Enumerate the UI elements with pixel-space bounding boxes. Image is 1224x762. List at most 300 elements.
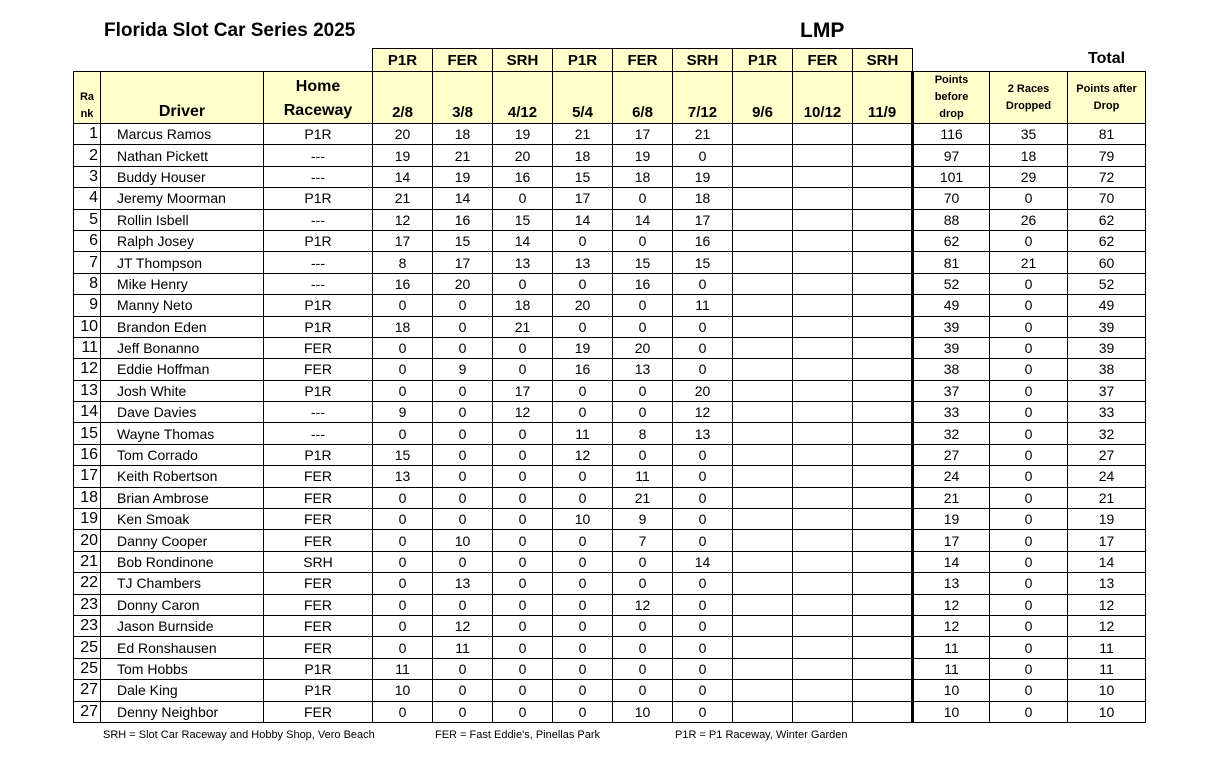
- race-points-cell: 0: [493, 573, 553, 594]
- driver-cell: Danny Cooper: [101, 530, 264, 551]
- race-points-cell: 20: [553, 295, 613, 316]
- races-dropped-cell: 0: [990, 402, 1068, 423]
- race-points-cell: [733, 530, 793, 551]
- rank-header-line: nk: [80, 108, 94, 120]
- race-points-cell: 0: [673, 573, 733, 594]
- table-row: [74, 124, 1146, 145]
- race-points-cell: [733, 487, 793, 508]
- race-points-cell: 9: [433, 359, 493, 380]
- rank-cell: 2: [74, 145, 101, 166]
- race-points-cell: [853, 551, 913, 572]
- race-points-cell: 0: [493, 701, 553, 722]
- race-points-cell: 0: [553, 487, 613, 508]
- race-points-cell: [733, 359, 793, 380]
- driver-cell: Ralph Josey: [101, 230, 264, 251]
- home-raceway-cell: FER: [264, 573, 373, 594]
- races-dropped-cell: 0: [990, 337, 1068, 358]
- race-points-cell: 0: [553, 380, 613, 401]
- race-points-cell: 12: [673, 402, 733, 423]
- races-dropped-cell: 0: [990, 316, 1068, 337]
- race-points-cell: 17: [613, 124, 673, 145]
- race-points-cell: 0: [673, 273, 733, 294]
- home-raceway-cell: P1R: [264, 380, 373, 401]
- race-points-cell: 0: [553, 573, 613, 594]
- race-points-cell: 0: [433, 402, 493, 423]
- race-points-cell: [853, 444, 913, 465]
- race-points-cell: 18: [433, 124, 493, 145]
- rank-cell: 11: [74, 337, 101, 358]
- points-before-drop-cell: 52: [913, 273, 990, 294]
- rank-header: [74, 72, 101, 124]
- race-points-cell: 21: [673, 124, 733, 145]
- points-before-drop-cell: 21: [913, 487, 990, 508]
- race-date-header: 9/6: [733, 72, 793, 124]
- points-after-drop-cell: 49: [1068, 295, 1146, 316]
- race-points-cell: 0: [673, 615, 733, 636]
- rank-cell: 5: [74, 209, 101, 230]
- home-raceway-cell: FER: [264, 530, 373, 551]
- races-dropped-cell: 0: [990, 423, 1068, 444]
- points-after-drop-cell: 32: [1068, 423, 1146, 444]
- race-points-cell: 0: [373, 487, 433, 508]
- race-points-cell: [733, 573, 793, 594]
- points-after-drop-cell: 10: [1068, 701, 1146, 722]
- race-points-cell: [733, 209, 793, 230]
- races-dropped-cell: 0: [990, 487, 1068, 508]
- race-points-cell: [793, 209, 853, 230]
- race-points-cell: 10: [613, 701, 673, 722]
- race-points-cell: 0: [433, 316, 493, 337]
- race-points-cell: [853, 701, 913, 722]
- race-points-cell: 19: [613, 145, 673, 166]
- table-row: [74, 145, 1146, 166]
- race-points-cell: [793, 615, 853, 636]
- points-before-drop-cell: 24: [913, 466, 990, 487]
- race-points-cell: 0: [673, 637, 733, 658]
- home-raceway-cell: P1R: [264, 188, 373, 209]
- points-before-drop-cell: 38: [913, 359, 990, 380]
- points-before-drop-cell: 12: [913, 615, 990, 636]
- rank-cell: 23: [74, 594, 101, 615]
- points-before-drop-cell: 12: [913, 594, 990, 615]
- table-row: [74, 230, 1146, 251]
- race-points-cell: 13: [373, 466, 433, 487]
- race-points-cell: 0: [493, 680, 553, 701]
- race-points-cell: 0: [613, 658, 673, 679]
- legend-fer: FER = Fast Eddie's, Pinellas Park: [435, 729, 601, 741]
- race-points-cell: [793, 658, 853, 679]
- race-points-cell: [793, 573, 853, 594]
- home-raceway-cell: FER: [264, 615, 373, 636]
- home-raceway-cell: ---: [264, 402, 373, 423]
- race-points-cell: 20: [373, 124, 433, 145]
- race-points-cell: [793, 509, 853, 530]
- rank-cell: 8: [74, 273, 101, 294]
- rank-cell: 7: [74, 252, 101, 273]
- race-points-cell: 0: [373, 594, 433, 615]
- race-points-cell: 13: [613, 359, 673, 380]
- race-points-cell: 11: [673, 295, 733, 316]
- race-points-cell: 0: [493, 615, 553, 636]
- race-points-cell: 0: [493, 487, 553, 508]
- race-points-cell: 10: [553, 509, 613, 530]
- race-points-cell: 0: [373, 637, 433, 658]
- race-points-cell: [853, 252, 913, 273]
- table-row: [74, 402, 1146, 423]
- races-dropped-cell: 0: [990, 230, 1068, 251]
- race-points-cell: [793, 637, 853, 658]
- driver-cell: Manny Neto: [101, 295, 264, 316]
- race-points-cell: 16: [373, 273, 433, 294]
- race-points-cell: 17: [673, 209, 733, 230]
- table-row: [74, 337, 1146, 358]
- rank-cell: 1: [74, 124, 101, 145]
- driver-cell: Bob Rondinone: [101, 551, 264, 572]
- race-points-cell: [853, 509, 913, 530]
- race-points-cell: 0: [613, 680, 673, 701]
- home-raceway-cell: FER: [264, 509, 373, 530]
- race-points-cell: [733, 380, 793, 401]
- total-label: Total: [1088, 50, 1126, 67]
- race-points-cell: 17: [553, 188, 613, 209]
- race-points-cell: [733, 230, 793, 251]
- points-after-drop-cell: 13: [1068, 573, 1146, 594]
- race-points-cell: 0: [493, 188, 553, 209]
- race-points-cell: 0: [433, 658, 493, 679]
- race-points-cell: [853, 637, 913, 658]
- race-points-cell: 0: [613, 573, 673, 594]
- races-dropped-cell: 0: [990, 509, 1068, 530]
- rank-cell: 18: [74, 487, 101, 508]
- race-points-cell: 0: [613, 615, 673, 636]
- race-points-cell: 16: [433, 209, 493, 230]
- race-points-cell: [853, 166, 913, 187]
- race-points-cell: 0: [673, 316, 733, 337]
- race-points-cell: [793, 230, 853, 251]
- race-points-cell: 0: [553, 701, 613, 722]
- points-before-drop-cell: 81: [913, 252, 990, 273]
- race-points-cell: 0: [373, 423, 433, 444]
- driver-header: Driver: [101, 72, 264, 124]
- race-points-cell: [733, 166, 793, 187]
- driver-cell: Jason Burnside: [101, 615, 264, 636]
- points-after-drop-cell: 72: [1068, 166, 1146, 187]
- points-after-drop-cell: 62: [1068, 230, 1146, 251]
- points-before-drop-header: [913, 72, 990, 124]
- table-row: [74, 701, 1146, 722]
- home-raceway-cell: FER: [264, 701, 373, 722]
- rank-cell: 12: [74, 359, 101, 380]
- races-dropped-cell: 26: [990, 209, 1068, 230]
- race-points-cell: 0: [373, 359, 433, 380]
- race-points-cell: [853, 466, 913, 487]
- races-dropped-cell: 0: [990, 466, 1068, 487]
- race-points-cell: 15: [493, 209, 553, 230]
- driver-cell: Keith Robertson: [101, 466, 264, 487]
- rank-cell: 16: [74, 444, 101, 465]
- race-points-cell: [853, 487, 913, 508]
- points-before-drop-cell: 37: [913, 380, 990, 401]
- home-raceway-cell: FER: [264, 594, 373, 615]
- table-row: [74, 423, 1146, 444]
- race-points-cell: 0: [673, 145, 733, 166]
- race-date-header: 4/12: [493, 72, 553, 124]
- rank-cell: 23: [74, 615, 101, 636]
- race-points-cell: 0: [613, 551, 673, 572]
- driver-cell: Dale King: [101, 680, 264, 701]
- points-before-drop-cell: 33: [913, 402, 990, 423]
- race-points-cell: [793, 295, 853, 316]
- races-dropped-cell: 0: [990, 594, 1068, 615]
- points-after-drop-cell: 27: [1068, 444, 1146, 465]
- race-points-cell: 0: [373, 295, 433, 316]
- race-points-cell: 19: [433, 166, 493, 187]
- points-after-drop-cell: 12: [1068, 615, 1146, 636]
- race-points-cell: 17: [373, 230, 433, 251]
- venue-label: SRH: [853, 49, 913, 72]
- points-after-drop-cell: 11: [1068, 658, 1146, 679]
- points-before-drop-cell: 70: [913, 188, 990, 209]
- race-points-cell: [733, 273, 793, 294]
- race-points-cell: 0: [433, 701, 493, 722]
- venue-label: FER: [613, 49, 673, 72]
- points-before-drop-cell: 88: [913, 209, 990, 230]
- race-points-cell: 0: [553, 316, 613, 337]
- driver-cell: Brandon Eden: [101, 316, 264, 337]
- table-row: [74, 252, 1146, 273]
- race-points-cell: 0: [433, 487, 493, 508]
- race-points-cell: [853, 573, 913, 594]
- race-points-cell: 19: [673, 166, 733, 187]
- table-row: [74, 509, 1146, 530]
- legend-p1r: P1R = P1 Raceway, Winter Garden: [675, 729, 848, 741]
- venue-label: SRH: [673, 49, 733, 72]
- points-before-drop-cell: 11: [913, 637, 990, 658]
- race-points-cell: 15: [613, 252, 673, 273]
- race-points-cell: [853, 209, 913, 230]
- race-points-cell: 21: [553, 124, 613, 145]
- race-points-cell: 0: [493, 444, 553, 465]
- rank-header-line: Ra: [79, 91, 95, 103]
- race-points-cell: 0: [493, 466, 553, 487]
- race-date-header: 6/8: [613, 72, 673, 124]
- race-points-cell: 15: [673, 252, 733, 273]
- legend-srh: SRH = Slot Car Raceway and Hobby Shop, Vero Beach: [103, 729, 375, 741]
- race-points-cell: 16: [673, 230, 733, 251]
- driver-cell: Jeremy Moorman: [101, 188, 264, 209]
- driver-cell: Dave Davies: [101, 402, 264, 423]
- driver-cell: Marcus Ramos: [101, 124, 264, 145]
- home-header-line: Home: [295, 78, 341, 95]
- race-points-cell: 16: [553, 359, 613, 380]
- race-date-header: 11/9: [853, 72, 913, 124]
- race-points-cell: 12: [493, 402, 553, 423]
- race-points-cell: 12: [373, 209, 433, 230]
- race-points-cell: [733, 316, 793, 337]
- home-raceway-cell: FER: [264, 359, 373, 380]
- race-points-cell: 18: [493, 295, 553, 316]
- races-dropped-cell: 0: [990, 380, 1068, 401]
- race-points-cell: 20: [673, 380, 733, 401]
- home-raceway-header: [264, 72, 373, 124]
- points-after-drop-cell: 11: [1068, 637, 1146, 658]
- points-after-drop-cell: 24: [1068, 466, 1146, 487]
- race-points-cell: [853, 615, 913, 636]
- venue-header-row: [372, 48, 913, 72]
- home-raceway-cell: FER: [264, 487, 373, 508]
- venue-label: P1R: [373, 49, 433, 72]
- home-raceway-cell: FER: [264, 337, 373, 358]
- race-points-cell: 15: [553, 166, 613, 187]
- table-row: [74, 316, 1146, 337]
- race-points-cell: [733, 637, 793, 658]
- table-row: [74, 166, 1146, 187]
- rank-cell: 15: [74, 423, 101, 444]
- race-points-cell: [733, 551, 793, 572]
- race-points-cell: 17: [493, 380, 553, 401]
- table-row: [74, 637, 1146, 658]
- points-before-drop-cell: 13: [913, 573, 990, 594]
- races-dropped-cell: 0: [990, 530, 1068, 551]
- race-points-cell: 0: [373, 337, 433, 358]
- race-points-cell: 0: [373, 509, 433, 530]
- race-points-cell: [853, 295, 913, 316]
- race-points-cell: [793, 380, 853, 401]
- points-after-drop-cell: 14: [1068, 551, 1146, 572]
- race-points-cell: [793, 423, 853, 444]
- points-after-drop-cell: 38: [1068, 359, 1146, 380]
- race-points-cell: [853, 145, 913, 166]
- race-points-cell: [853, 423, 913, 444]
- race-points-cell: 0: [553, 466, 613, 487]
- before-header-line: Points: [934, 74, 969, 86]
- races-dropped-cell: 0: [990, 573, 1068, 594]
- race-points-cell: 13: [493, 252, 553, 273]
- race-points-cell: 18: [373, 316, 433, 337]
- points-after-drop-cell: 12: [1068, 594, 1146, 615]
- points-after-drop-cell: 39: [1068, 337, 1146, 358]
- race-points-cell: 0: [613, 316, 673, 337]
- table-row: [74, 209, 1146, 230]
- race-points-cell: 16: [493, 166, 553, 187]
- points-before-drop-cell: 62: [913, 230, 990, 251]
- standings-table: [73, 71, 1146, 723]
- after-header-line: Points after: [1076, 82, 1137, 95]
- points-before-drop-cell: 27: [913, 444, 990, 465]
- after-header-line: Drop: [1093, 99, 1120, 112]
- before-header-line: drop: [939, 108, 964, 120]
- points-before-drop-cell: 116: [913, 124, 990, 145]
- rank-cell: 10: [74, 316, 101, 337]
- race-points-cell: 0: [613, 402, 673, 423]
- home-raceway-cell: ---: [264, 423, 373, 444]
- table-row: [74, 658, 1146, 679]
- race-points-cell: 21: [613, 487, 673, 508]
- races-dropped-cell: 0: [990, 188, 1068, 209]
- driver-cell: Ed Ronshausen: [101, 637, 264, 658]
- points-after-drop-cell: 79: [1068, 145, 1146, 166]
- race-points-cell: [853, 658, 913, 679]
- race-date-header: 2/8: [373, 72, 433, 124]
- table-row: [74, 295, 1146, 316]
- race-points-cell: [733, 615, 793, 636]
- race-points-cell: 0: [553, 230, 613, 251]
- races-dropped-cell: 0: [990, 295, 1068, 316]
- points-before-drop-cell: 97: [913, 145, 990, 166]
- driver-cell: Nathan Pickett: [101, 145, 264, 166]
- race-points-cell: [733, 509, 793, 530]
- table-row: [74, 594, 1146, 615]
- points-before-drop-cell: 17: [913, 530, 990, 551]
- race-points-cell: [793, 402, 853, 423]
- home-raceway-cell: ---: [264, 145, 373, 166]
- race-points-cell: [793, 188, 853, 209]
- race-points-cell: 0: [673, 680, 733, 701]
- race-points-cell: [793, 359, 853, 380]
- race-points-cell: 0: [613, 188, 673, 209]
- race-points-cell: 15: [373, 444, 433, 465]
- driver-cell: Buddy Houser: [101, 166, 264, 187]
- races-dropped-header: [990, 72, 1068, 124]
- race-points-cell: 0: [673, 359, 733, 380]
- race-points-cell: 21: [373, 188, 433, 209]
- race-date-header: 10/12: [793, 72, 853, 124]
- driver-cell: Wayne Thomas: [101, 423, 264, 444]
- rank-cell: 21: [74, 551, 101, 572]
- home-raceway-cell: P1R: [264, 316, 373, 337]
- rank-cell: 3: [74, 166, 101, 187]
- race-points-cell: [733, 594, 793, 615]
- rank-cell: 17: [74, 466, 101, 487]
- race-points-cell: 0: [673, 487, 733, 508]
- race-points-cell: 9: [373, 402, 433, 423]
- race-points-cell: 0: [493, 637, 553, 658]
- race-points-cell: [793, 551, 853, 572]
- home-raceway-cell: P1R: [264, 295, 373, 316]
- race-points-cell: 9: [613, 509, 673, 530]
- table-row: [74, 444, 1146, 465]
- race-points-cell: [853, 188, 913, 209]
- race-points-cell: [733, 295, 793, 316]
- standings-rows: [74, 124, 1146, 723]
- race-points-cell: 18: [673, 188, 733, 209]
- race-points-cell: [793, 680, 853, 701]
- race-points-cell: 0: [373, 615, 433, 636]
- table-row: [74, 573, 1146, 594]
- points-after-drop-cell: 60: [1068, 252, 1146, 273]
- race-points-cell: 20: [433, 273, 493, 294]
- page-title: Florida Slot Car Series 2025: [104, 20, 356, 41]
- race-points-cell: 0: [493, 594, 553, 615]
- points-after-drop-cell: 10: [1068, 680, 1146, 701]
- table-row: [74, 188, 1146, 209]
- points-after-drop-cell: 81: [1068, 124, 1146, 145]
- race-points-cell: 13: [673, 423, 733, 444]
- table-row: [74, 680, 1146, 701]
- race-points-cell: [853, 230, 913, 251]
- home-raceway-cell: P1R: [264, 124, 373, 145]
- home-header-line: Raceway: [283, 102, 353, 119]
- race-points-cell: 10: [433, 530, 493, 551]
- races-dropped-cell: 21: [990, 252, 1068, 273]
- race-points-cell: 12: [553, 444, 613, 465]
- race-points-cell: 14: [613, 209, 673, 230]
- table-row: [74, 615, 1146, 636]
- race-points-cell: 19: [373, 145, 433, 166]
- race-points-cell: [853, 380, 913, 401]
- race-date-header: 7/12: [673, 72, 733, 124]
- race-points-cell: 0: [553, 402, 613, 423]
